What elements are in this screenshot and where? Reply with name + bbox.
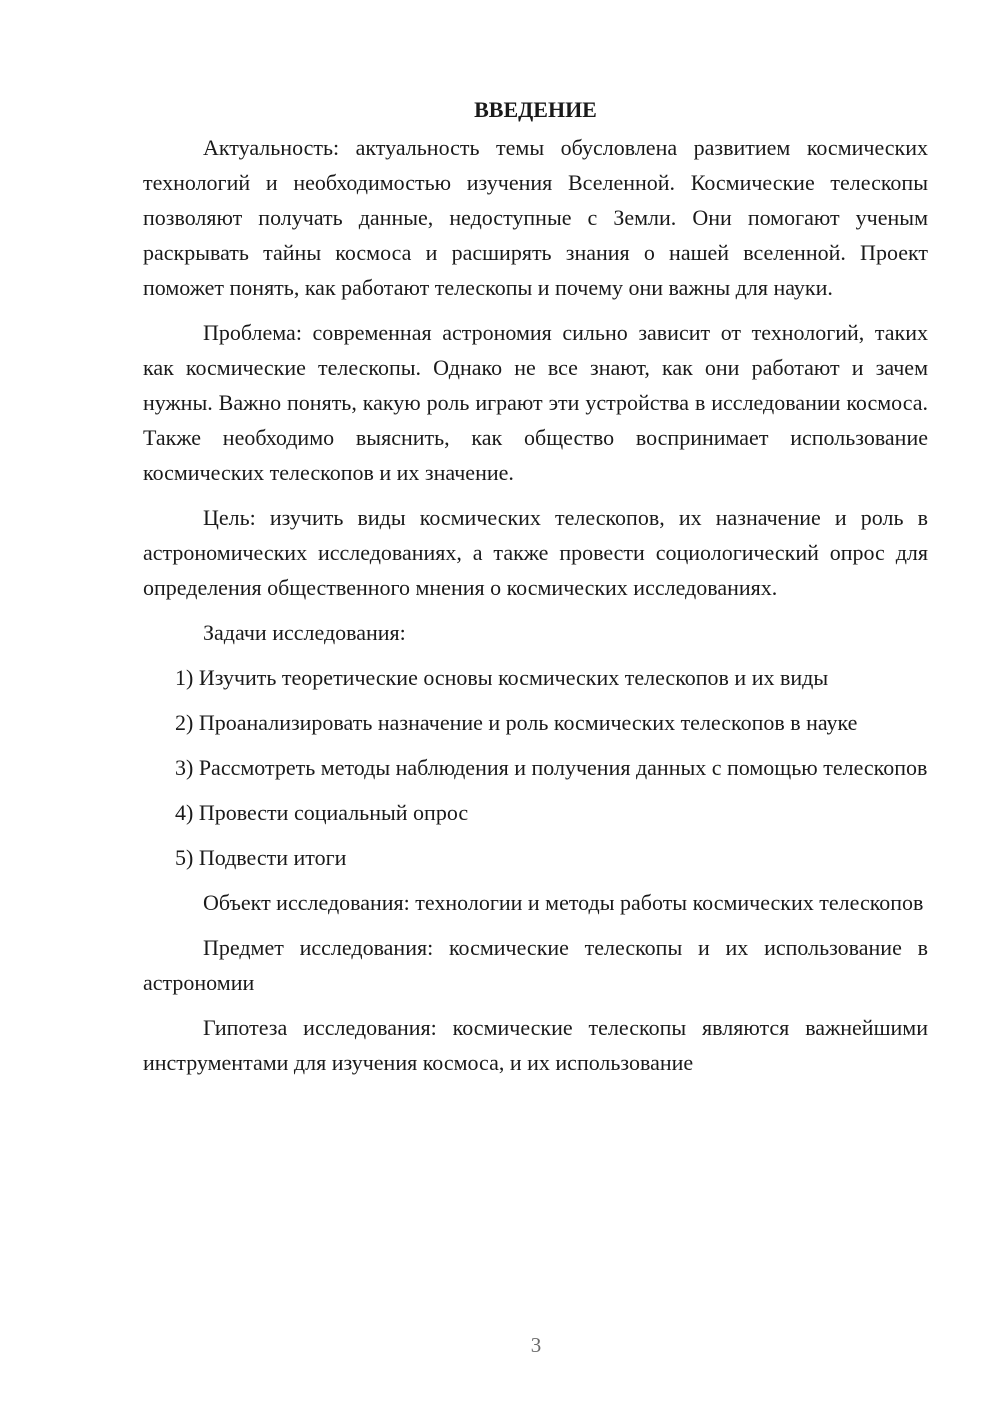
- task-item-4: 4) Провести социальный опрос: [175, 800, 469, 825]
- subject-paragraph: Предмет исследования: космические телескопы и их использование в астрономии: [143, 935, 928, 995]
- relevance-paragraph: Актуальность: актуальность темы обусловлена развитием космических технологий и необходимостью изучения Вселенной. Космические телескопы позволяют получать данные, недоступные с Земли. Они помогают ученым раскрывать тайны космоса и расширять знания о нашей вселенной. Проект поможет понять, как работают телескопы и почему они важны для науки.: [143, 135, 928, 300]
- section-heading: ВВЕДЕНИЕ: [474, 97, 597, 122]
- task-item-3: 3) Рассмотреть методы наблюдения и получения данных с помощью телескопов: [175, 755, 928, 780]
- page-number: 3: [530, 1333, 542, 1357]
- tasks-heading: Задачи исследования:: [203, 620, 406, 645]
- goal-paragraph: Цель: изучить виды космических телескопов, их назначение и роль в астрономических исследованиях, а также провести социологический опрос для определения общественного мнения о космических исследованиях.: [143, 505, 928, 600]
- object-paragraph: Объект исследования: технологии и методы работы космических телескопов: [203, 890, 924, 915]
- document-page: [143, 92, 928, 1090]
- task-item-5: 5) Подвести итоги: [175, 845, 347, 870]
- problem-paragraph: Проблема: современная астрономия сильно зависит от технологий, таких как космические телескопы. Однако не все знают, как они работают и зачем нужны. Важно понять, какую роль играют эти устройства в исследовании космоса. Также необходимо выяснить, как общество воспринимает использование космических телескопов и их значение.: [143, 320, 928, 485]
- hypothesis-paragraph: Гипотеза исследования: космические телескопы являются важнейшими инструментами для изучения космоса, и их использование: [143, 1015, 928, 1075]
- task-item-2: 2) Проанализировать назначение и роль космических телескопов в науке: [175, 710, 858, 735]
- task-item-1: 1) Изучить теоретические основы космических телескопов и их виды: [175, 665, 829, 690]
